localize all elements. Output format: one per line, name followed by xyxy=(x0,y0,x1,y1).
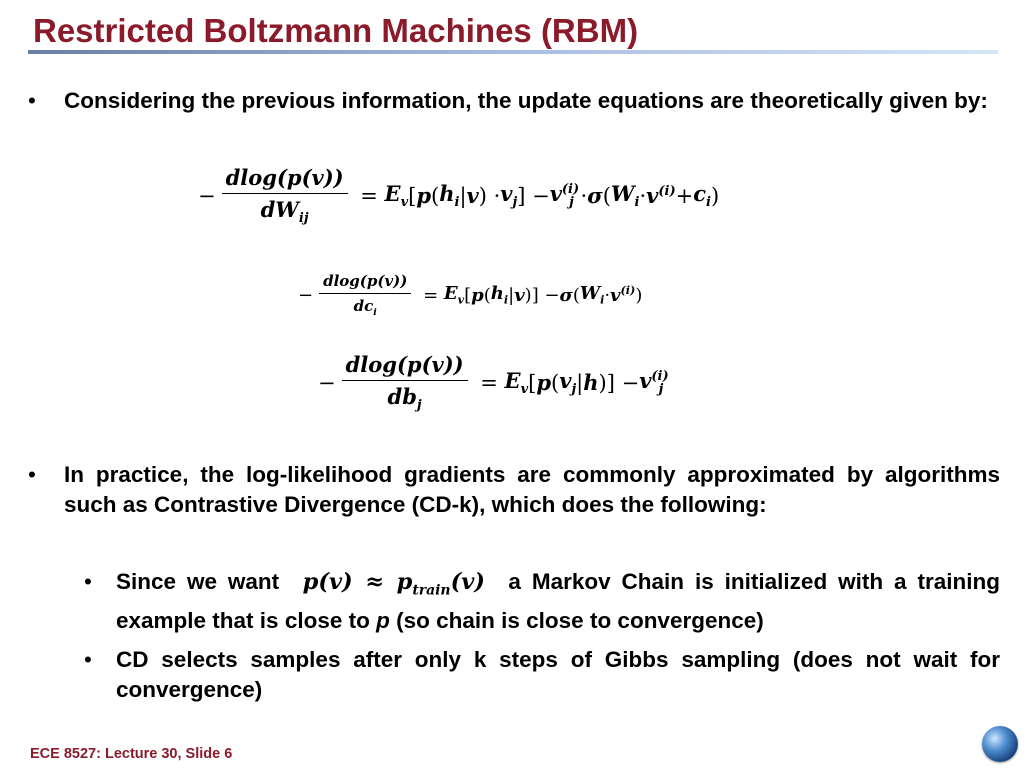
subbullet-markov-chain xyxy=(84,567,1000,636)
bullet-text: CD selects samples after only k steps of Gibbs sampling (does not wait for convergence) xyxy=(116,647,1000,702)
bullet-text-suffix: (so chain is close to convergence) xyxy=(396,607,764,633)
bullet-text: Considering the previous information, the update equations are theoretically given by: xyxy=(64,88,988,113)
bullet-icon: • xyxy=(28,88,36,113)
equation-db: − $\frac{dlog(p(v))}{db_j}$ = $E_v$ [ p ( $v_j$ | h )] − $v^{(i)}_j$ xyxy=(318,352,669,414)
bullet-text: In practice, the log-likelihood gradients are commonly approximated by algorithms such as Contrastive Divergence (CD-k), which does the following: xyxy=(64,462,1000,517)
globe-logo-icon xyxy=(982,726,1018,762)
italic-p: p xyxy=(376,607,390,633)
equation-dc: − $\frac{dlog(p(v))}{dc_i}$ = $E_v$ [ p ( $h_i$ | v )] − σ ( $W_i$ · $v^{(i)}$ ) xyxy=(298,272,643,318)
slide-footer: ECE 8527: Lecture 30, Slide 6 xyxy=(30,746,233,762)
bullet-text-mid: a Markov Chain is initialized with a training example that is close to xyxy=(116,569,1000,633)
slide-title: Restricted Boltzmann Machines (RBM) xyxy=(33,12,639,49)
bullet-update-equations xyxy=(28,86,1000,116)
equation-dW: − $\frac{dlog(p(v))}{dW_{ij}}$ = $E_v$ [ p ( $h_i$ | v ) · $v_j$ ] − $v^{(i)}_j$ · σ ( $W_i$ · $v^{(i)}$ + $c_i$ ) xyxy=(198,165,720,227)
bullet-icon: • xyxy=(28,462,36,487)
inline-math-p-approx: $p(v) \approx p_{train}(v)$ xyxy=(290,569,498,599)
bullet-contrastive-divergence xyxy=(28,460,1000,520)
bullet-text-prefix: Since we want xyxy=(116,569,280,594)
bullet-icon: • xyxy=(84,647,92,672)
bullet-icon: • xyxy=(84,569,92,594)
subbullet-cd-samples xyxy=(84,645,1000,705)
title-underline xyxy=(28,50,998,54)
